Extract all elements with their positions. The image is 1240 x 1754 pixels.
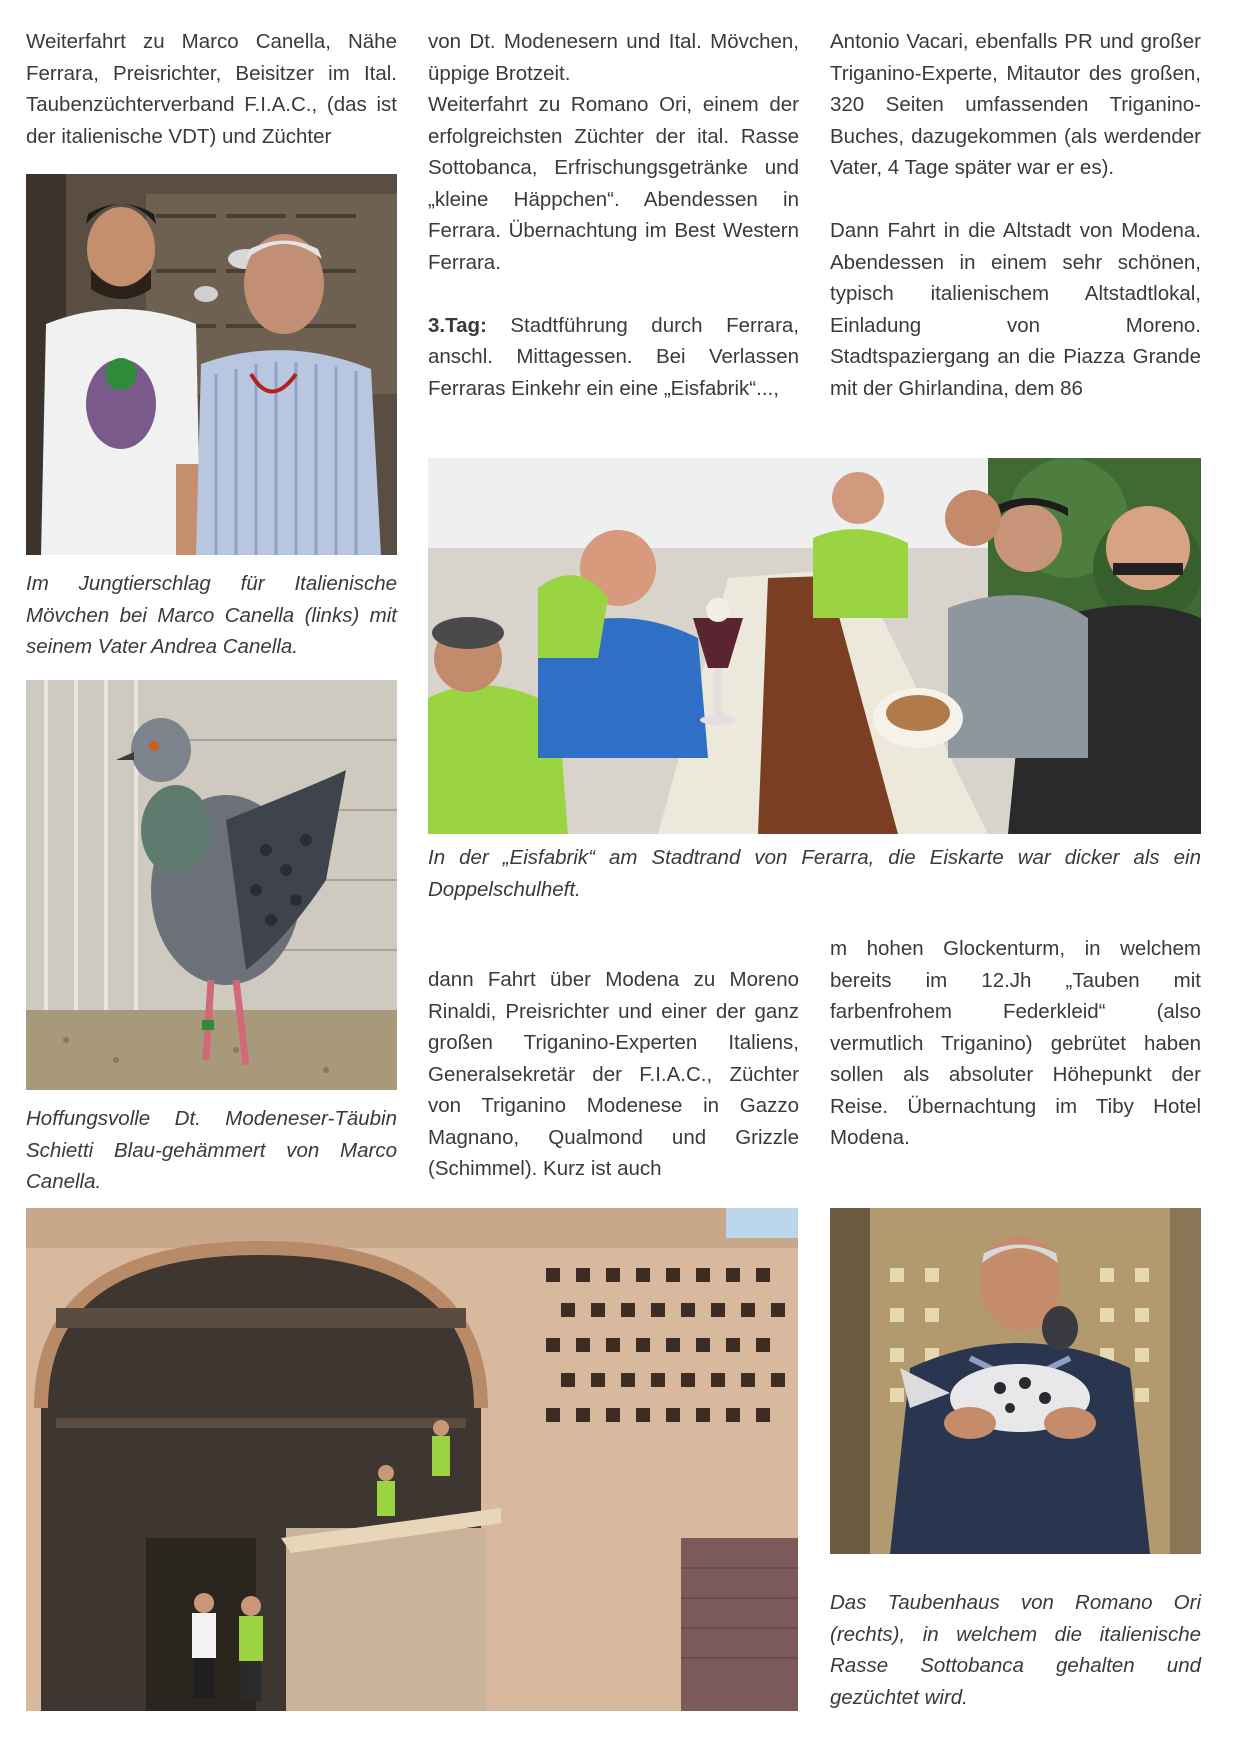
column1-intro-text: [26, 26, 397, 152]
caption-photo-pigeon: Hoffungsvolle Dt. Modeneser-Täubin Schietti Blau-gehämmert von Marco Canella.: [26, 1107, 397, 1193]
photo-romano-ori-with-pigeon: [830, 1208, 1201, 1554]
column1-paragraph: Weiterfahrt zu Marco Canella, Nähe Ferrara, Preisrichter, Beisitzer im Ital. Taubenzüchterverband F.I.A.C., (das ist der italienische VDT) und Züchter: [26, 30, 397, 148]
column3-paragraph-1: Antonio Vacari, ebenfalls PR und großer Triganino-Experte, Mitautor des großen, 320 Seiten umfassenden Triganino-Buches, dazugekommen (als werdender Vater, 4 Tage später war er es).: [830, 30, 1201, 179]
column2-paragraph-1: von Dt. Modenesern und Ital. Mövchen, üppige Brotzeit.: [428, 30, 799, 85]
column2-text: [428, 26, 799, 404]
column2-middle-text: [428, 964, 799, 1185]
column2-paragraph-3: dann Fahrt über Modena zu Moreno Rinaldi, Preisrichter und einer der ganz großen Triganino-Experten Italiens, Generalsekretär der F.I.A.C., Züchter von Triganino Modenese in Gazzo Magnano, Qualmond und Grizzle (Schimmel). Kurz ist auch: [428, 968, 799, 1180]
column3-paragraph-2: Dann Fahrt in die Altstadt von Modena. Abendessen in einem sehr schönen, typisch italienischem Altstadtlokal, Einladung von Moreno. Stadtspaziergang an die Piazza Grande mit der Ghirlandina, dem 86: [830, 219, 1201, 400]
column2-day3-paragraph: [428, 310, 799, 405]
caption-photo-romano-ori: Das Taubenhaus von Romano Ori (rechts), in welchem die italienische Rasse Sottobanca gehalten und gezüchtet wird.: [830, 1591, 1201, 1709]
photo-marco-and-andrea-canella: [26, 174, 397, 555]
photo-eisfabrik-group: [428, 458, 1201, 834]
column3-middle-text: [830, 933, 1201, 1154]
day3-text: Stadtführung durch Ferrara, anschl. Mittagessen. Bei Verlassen Ferraras Einkehr ein eine „Eisfabrik“...,: [428, 313, 799, 400]
column3-text: [830, 26, 1201, 404]
column3-paragraph-3: m hohen Glockenturm, in welchem bereits im 12.Jh „Tauben mit farbenfrohem Federkleid“ (also vermutlich Triganino) gebrütet haben sollen als absoluter Höhepunkt der Reise. Übernachtung im Tiby Hotel Modena.: [830, 937, 1201, 1149]
caption-photo-eisfabrik: In der „Eisfabrik“ am Stadtrand von Ferarra, die Eiskarte war dicker als ein Doppelschulheft.: [428, 846, 1201, 901]
caption-photo-canella: Im Jungtierschlag für Italienische Mövchen bei Marco Canella (links) mit seinem Vater Andrea Canella.: [26, 572, 397, 658]
photo-brick-loft-building: [26, 1208, 798, 1711]
column2-paragraph-2: Weiterfahrt zu Romano Ori, einem der erfolgreichsten Züchter der ital. Rasse Sottobanca, Erfrischungsgetränke und „kleine Häppchen“. Abendessen in Ferrara. Übernachtung im Best Western Ferrara.: [428, 93, 799, 274]
photo-modeneser-pigeon: [26, 680, 397, 1090]
day3-label: 3.Tag:: [428, 313, 487, 337]
